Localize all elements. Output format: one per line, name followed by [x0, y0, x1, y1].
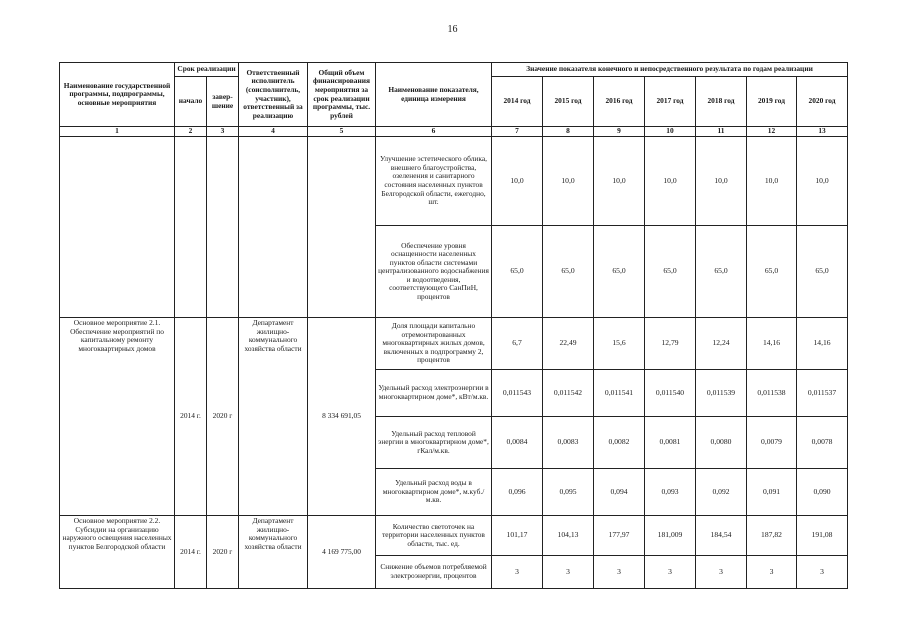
page-number: 16 — [447, 24, 458, 35]
value-cell: 0,095 — [543, 469, 594, 516]
header-year: 2015 год — [543, 77, 594, 127]
value-cell: 10,0 — [797, 137, 848, 226]
indicator-name: Обеспечение уровня оснащенности населенных пунктов области системами централизованного водоснабжения и водоотведения, соответствующего СанПиН, процентов — [376, 226, 492, 318]
value-cell: 0,092 — [696, 469, 747, 516]
column-number: 9 — [594, 127, 645, 137]
start-year: 2014 г. — [175, 318, 207, 516]
value-cell: 3 — [492, 556, 543, 589]
value-cell: 15,6 — [594, 318, 645, 370]
header-year: 2020 год — [797, 77, 848, 127]
empty-cell — [207, 137, 239, 318]
value-cell: 0,0083 — [543, 417, 594, 469]
table-row — [60, 318, 848, 370]
value-cell: 191,08 — [797, 516, 848, 556]
indicator-name: Удельный расход воды в многоквартирном доме*, м.куб./м.кв. — [376, 469, 492, 516]
header-start: начало — [175, 77, 207, 127]
header-year: 2019 год — [747, 77, 797, 127]
value-cell: 3 — [543, 556, 594, 589]
value-cell: 3 — [747, 556, 797, 589]
value-cell: 65,0 — [797, 226, 848, 318]
indicator-name: Удельный расход электроэнергии в многоквартирном доме*, кВт/м.кв. — [376, 370, 492, 417]
value-cell: 10,0 — [645, 137, 696, 226]
column-number: 13 — [797, 127, 848, 137]
value-cell: 0,011543 — [492, 370, 543, 417]
value-cell: 0,011539 — [696, 370, 747, 417]
value-cell: 0,093 — [645, 469, 696, 516]
funding-amount: 8 334 691,05 — [308, 318, 376, 516]
header-indicator: Наименование показателя, единица измерения — [376, 63, 492, 127]
column-number: 7 — [492, 127, 543, 137]
value-cell: 0,0082 — [594, 417, 645, 469]
value-cell: 0,0080 — [696, 417, 747, 469]
column-number: 2 — [175, 127, 207, 137]
value-cell: 104,13 — [543, 516, 594, 556]
column-number: 12 — [747, 127, 797, 137]
value-cell: 14,16 — [747, 318, 797, 370]
value-cell: 0,0081 — [645, 417, 696, 469]
column-number: 11 — [696, 127, 747, 137]
value-cell: 101,17 — [492, 516, 543, 556]
value-cell: 184,54 — [696, 516, 747, 556]
column-number: 1 — [60, 127, 175, 137]
header-funding: Общий объем финансирования мероприятия за срок реализации программы, тыс. рублей — [308, 63, 376, 127]
measure-name: Основное мероприятие 2.1. Обеспечение мероприятий по капитальному ремонту многоквартирных домов — [60, 318, 175, 516]
value-cell: 14,16 — [797, 318, 848, 370]
value-cell: 10,0 — [543, 137, 594, 226]
responsible-party: Департамент жилищно-коммунального хозяйства области — [239, 318, 308, 516]
end-year: 2020 г — [207, 516, 239, 589]
column-number: 10 — [645, 127, 696, 137]
value-cell: 0,011542 — [543, 370, 594, 417]
column-number: 8 — [543, 127, 594, 137]
indicator-name: Удельный расход тепловой энергии в многоквартирном доме*, гКал/м.кв. — [376, 417, 492, 469]
end-year: 2020 г — [207, 318, 239, 516]
value-cell: 10,0 — [747, 137, 797, 226]
empty-cell — [239, 137, 308, 318]
value-cell: 65,0 — [594, 226, 645, 318]
empty-cell — [308, 137, 376, 318]
value-cell: 65,0 — [492, 226, 543, 318]
header-year: 2017 год — [645, 77, 696, 127]
header-responsible: Ответственный исполнитель (соисполнитель, участник), ответственный за реализацию — [239, 63, 308, 127]
header-program-name: Наименование государственной программы, подпрограммы, основные мероприятия — [60, 63, 175, 127]
value-cell: 65,0 — [645, 226, 696, 318]
indicator-name: Улучшение эстетического облика, внешнего благоустройства, озеленения и санитарного состояния населенных пунктов Белгородской области, ежегодно, шт. — [376, 137, 492, 226]
column-number: 4 — [239, 127, 308, 137]
header-year: 2014 год — [492, 77, 543, 127]
measure-name: Основное мероприятие 2.2. Субсидии на организацию наружного освещения населенных пунктов Белгородской области — [60, 516, 175, 589]
value-cell: 0,011537 — [797, 370, 848, 417]
value-cell: 10,0 — [594, 137, 645, 226]
start-year: 2014 г. — [175, 516, 207, 589]
empty-cell — [175, 137, 207, 318]
header-period: Срок реализации — [175, 63, 239, 77]
table-row — [60, 516, 848, 556]
value-cell: 0,0084 — [492, 417, 543, 469]
value-cell: 187,82 — [747, 516, 797, 556]
value-cell: 0,0078 — [797, 417, 848, 469]
value-cell: 0,091 — [747, 469, 797, 516]
indicator-name: Доля площади капитально отремонтированных многоквартирных жилых домов, включенных в подпрограмму 2, процентов — [376, 318, 492, 370]
header-year: 2018 год — [696, 77, 747, 127]
value-cell: 181,009 — [645, 516, 696, 556]
value-cell: 65,0 — [696, 226, 747, 318]
empty-cell — [60, 137, 175, 318]
value-cell: 12,24 — [696, 318, 747, 370]
header-year: 2016 год — [594, 77, 645, 127]
program-table — [59, 62, 848, 589]
value-cell: 22,49 — [543, 318, 594, 370]
responsible-party: Департамент жилищно-коммунального хозяйства области — [239, 516, 308, 589]
value-cell: 12,79 — [645, 318, 696, 370]
value-cell: 0,011541 — [594, 370, 645, 417]
table-row — [60, 137, 848, 226]
value-cell: 10,0 — [492, 137, 543, 226]
column-number: 5 — [308, 127, 376, 137]
indicator-name: Снижение объемов потребляемой электроэнергии, процентов — [376, 556, 492, 589]
value-cell: 65,0 — [747, 226, 797, 318]
value-cell: 0,011538 — [747, 370, 797, 417]
value-cell: 0,0079 — [747, 417, 797, 469]
value-cell: 3 — [645, 556, 696, 589]
value-cell: 65,0 — [543, 226, 594, 318]
column-number: 3 — [207, 127, 239, 137]
indicator-name: Количество светоточек на территории населенных пунктов области, тыс. ед. — [376, 516, 492, 556]
header-end: завер-шение — [207, 77, 239, 127]
header-values: Значение показателя конечного и непосредственного результата по годам реализации — [492, 63, 848, 77]
value-cell: 0,011540 — [645, 370, 696, 417]
value-cell: 3 — [696, 556, 747, 589]
value-cell: 0,096 — [492, 469, 543, 516]
value-cell: 177,97 — [594, 516, 645, 556]
funding-amount: 4 169 775,00 — [308, 516, 376, 589]
value-cell: 10,0 — [696, 137, 747, 226]
value-cell: 6,7 — [492, 318, 543, 370]
value-cell: 3 — [797, 556, 848, 589]
value-cell: 0,090 — [797, 469, 848, 516]
value-cell: 3 — [594, 556, 645, 589]
value-cell: 0,094 — [594, 469, 645, 516]
column-number: 6 — [376, 127, 492, 137]
